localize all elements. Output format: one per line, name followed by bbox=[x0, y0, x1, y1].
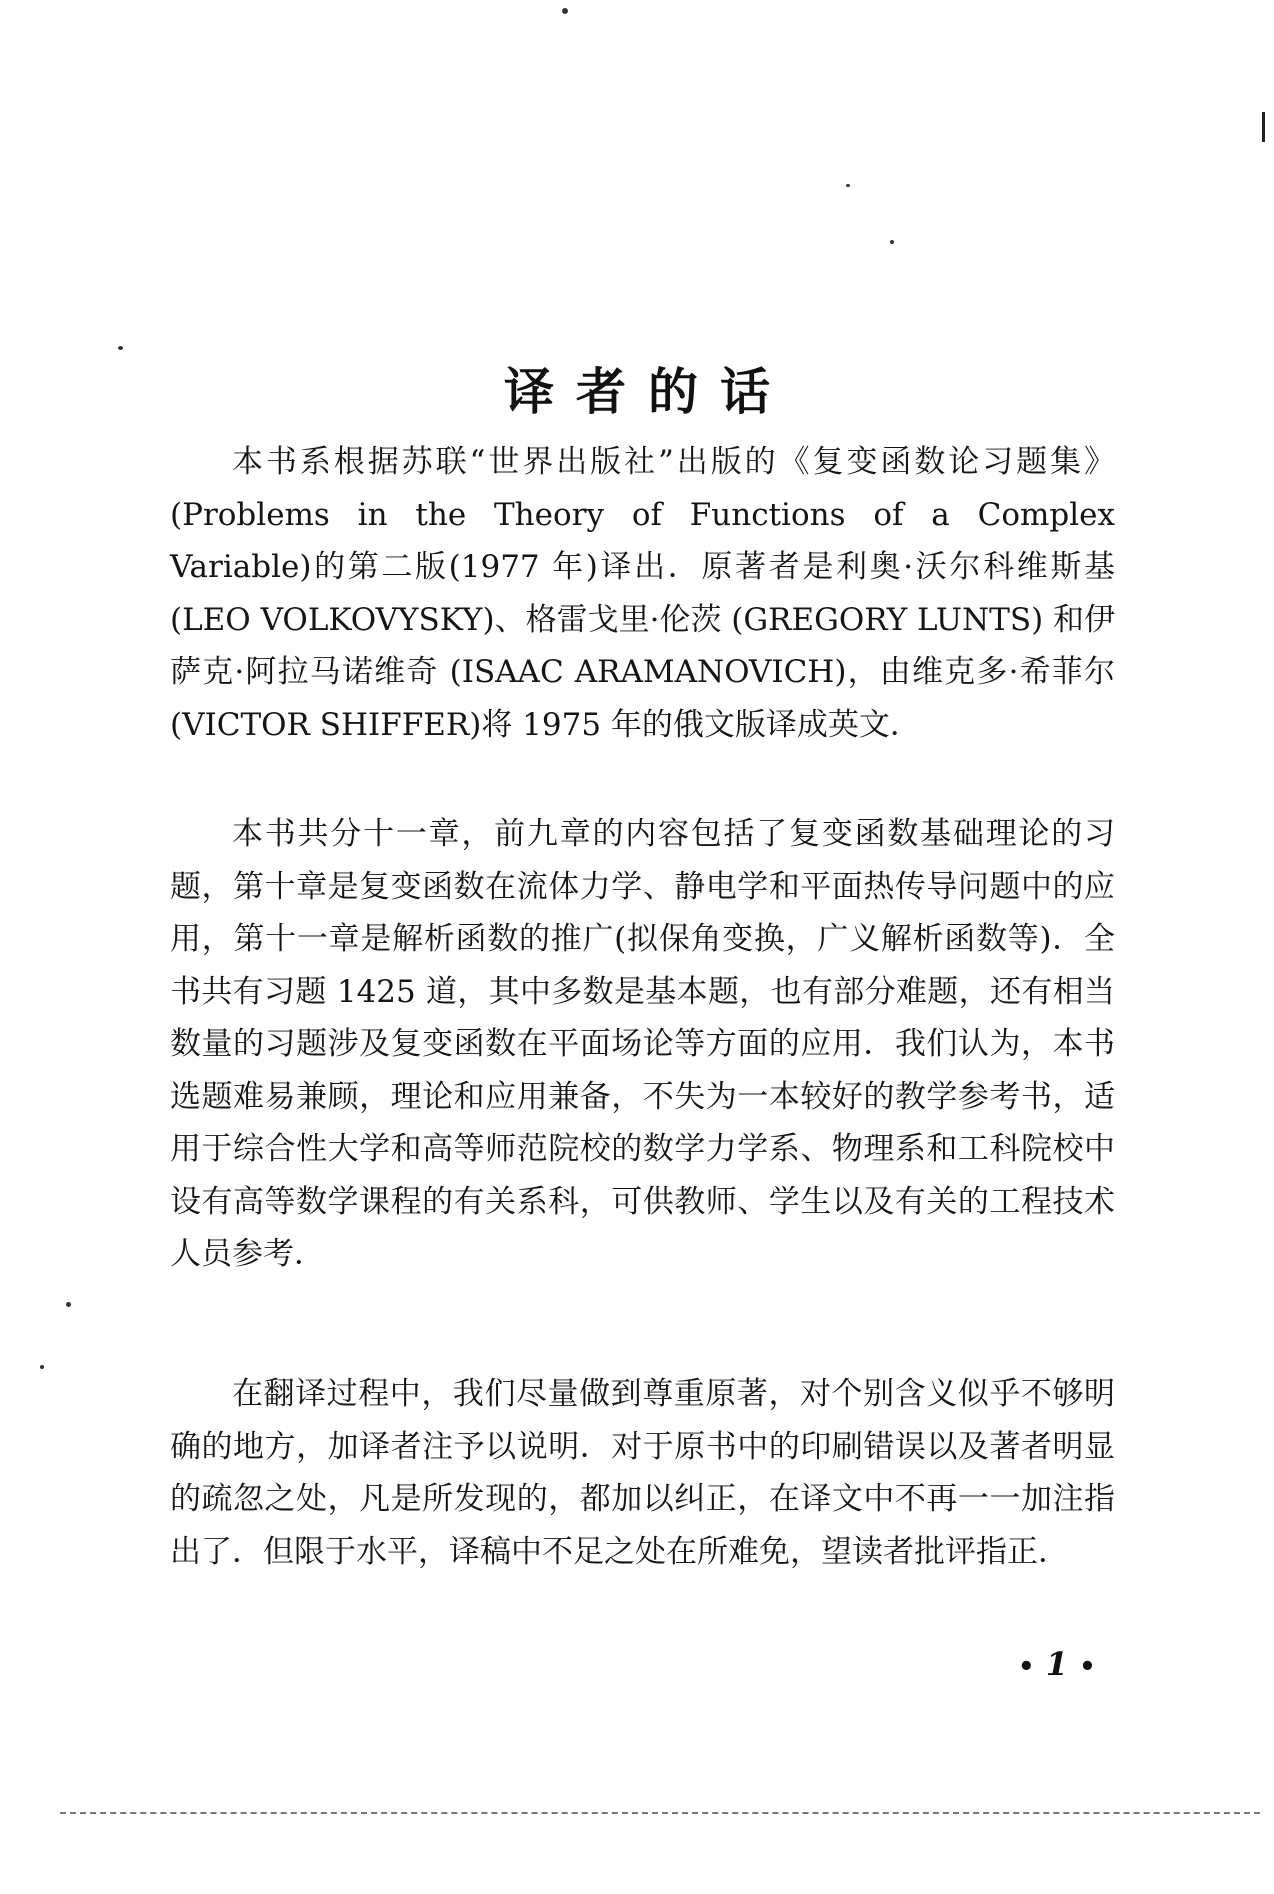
scan-speck bbox=[66, 1302, 71, 1307]
page-number-value: 1 bbox=[1045, 1645, 1069, 1683]
page-number-dash-right: • bbox=[1079, 1652, 1096, 1682]
paragraph-3: 在翻译过程中，我们尽量做到尊重原著，对个别含义似乎不够明确的地方，加译者注予以说明．对于原书中的印刷错误以及著者明显的疏忽之处，凡是所发现的，都加以纠正，在译文中不再一一加注指出了．但限于水平，译稿中不足之处在所难免，望读者批评指正． bbox=[170, 1376, 1115, 1570]
bottom-scan-rule bbox=[60, 1812, 1260, 1814]
scan-speck bbox=[562, 8, 568, 14]
scan-speck bbox=[890, 240, 894, 244]
page-number-dash-left: • bbox=[1018, 1652, 1035, 1682]
scan-speck bbox=[40, 1365, 44, 1369]
scan-speck bbox=[846, 184, 850, 187]
paragraph-1: 本书系根据苏联“世界出版社”出版的《复变函数论习题集》(Problems in the Theory of Functions of a Complex Variable)的第二版(1977 年)译出．原著者是利奥·沃尔科维斯基(LEO VOLKOVYSKY)、格雷戈里·伦茨 (GREGORY LUNTS) 和伊萨克·阿拉马诺维奇 (ISAAC ARAMANOVICH)，由维克多·希菲尔 (VICTOR SHIFFER)将 1975 年的俄文版译成英文． bbox=[170, 444, 1116, 743]
scan-speck bbox=[118, 346, 123, 350]
page-number bbox=[1018, 1645, 1096, 1683]
paragraph-2: 本书共分十一章，前九章的内容包括了复变函数基础理论的习题，第十章是复变函数在流体力学、静电学和平面热传导问题中的应用，第十一章是解析函数的推广(拟保角变换，广义解析函数等)．全书共有习题 1425 道，其中多数是基本题，也有部分难题，还有相当数量的习题涉及复变函数在平面场论等方面的应用．我们认为，本书选题难易兼顾，理论和应用兼备，不失为一本较好的教学参考书，适用于综合性大学和高等师范院校的数学力学系、物理系和工科院校中设有高等数学课程的有关系科，可供教师、学生以及有关的工程技术人员参考． bbox=[170, 816, 1115, 1272]
scan-edge-mark bbox=[1262, 112, 1265, 142]
page-title: 译者的话 bbox=[504, 362, 792, 421]
